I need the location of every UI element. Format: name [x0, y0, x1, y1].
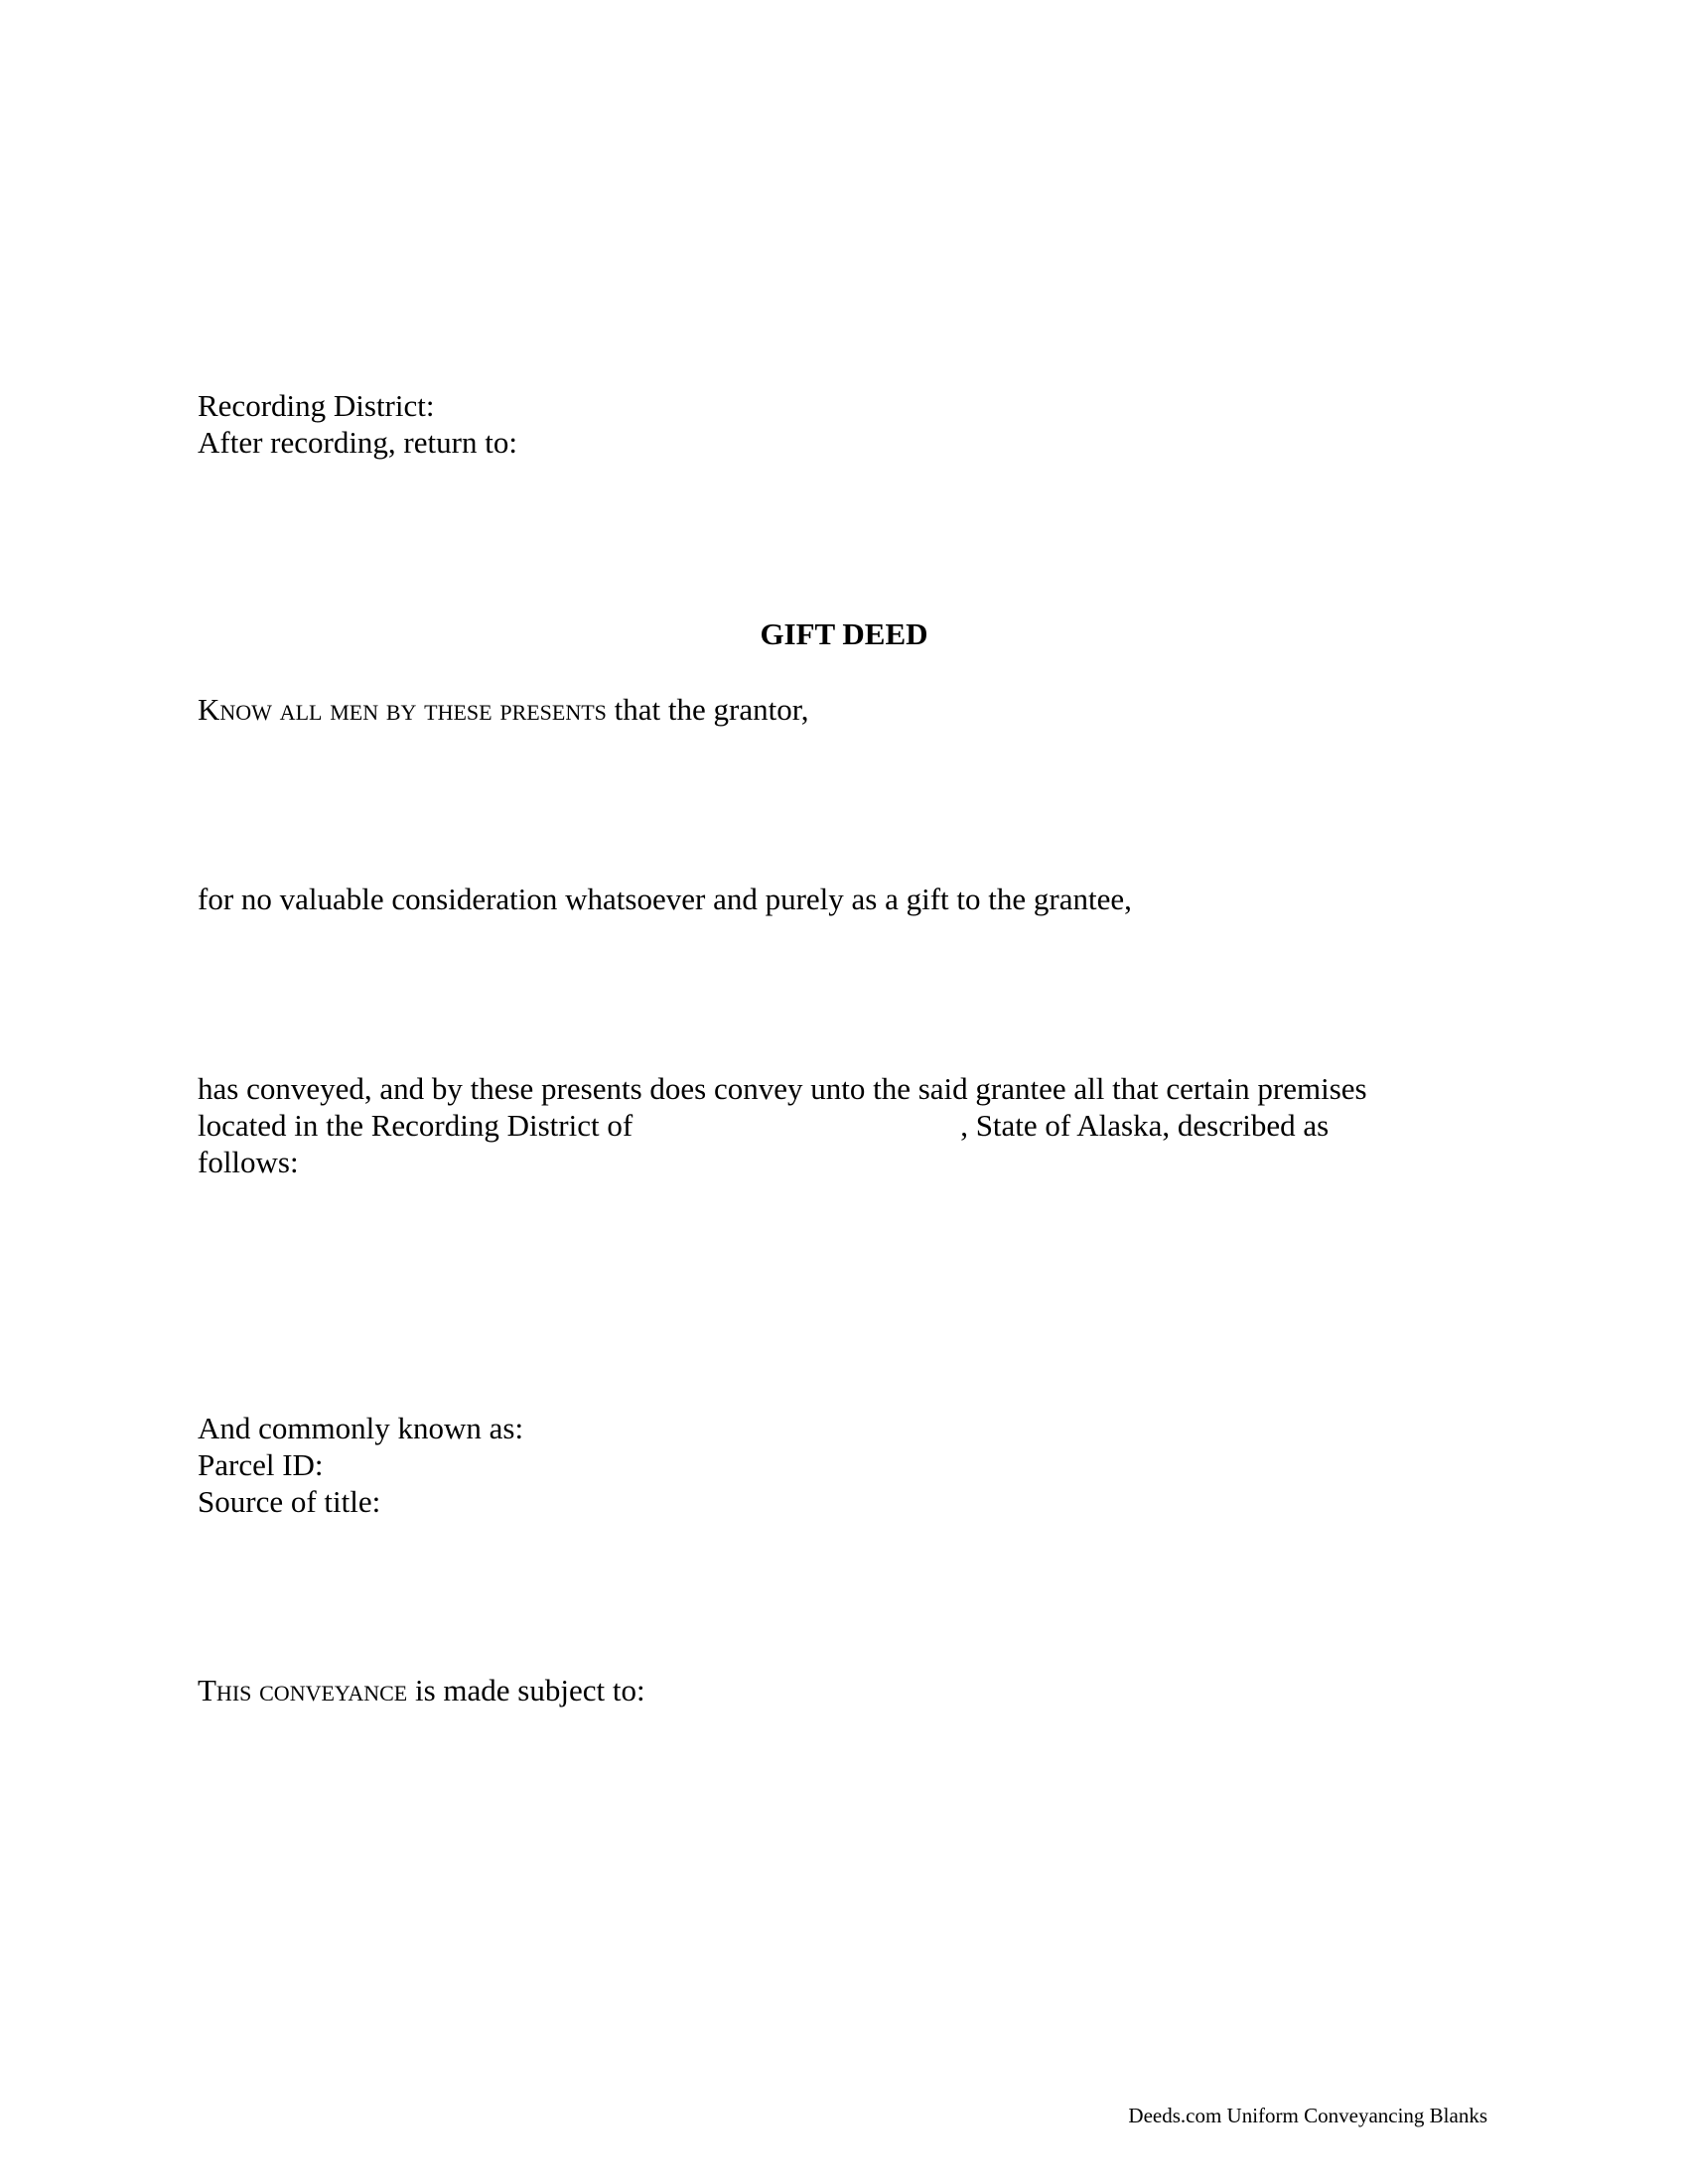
consideration-clause: for no valuable consideration whatsoever and purely as a gift to the grantee,: [198, 882, 1132, 916]
grantor-clause-lead: Know all men by these presents: [198, 692, 607, 727]
return-to-label: After recording, return to:: [198, 425, 517, 460]
subject-to-lead: This conveyance: [198, 1673, 408, 1707]
conveyance-line-2-after: , State of Alaska, described as: [960, 1108, 1330, 1143]
parcel-id-label: Parcel ID:: [198, 1447, 324, 1482]
grantor-clause: [198, 691, 809, 728]
subject-to-rest: is made subject to:: [407, 1673, 645, 1707]
conveyance-line-1: has conveyed, and by these presents does convey unto the said grantee all that certain premises: [198, 1071, 1367, 1106]
document-title: GIFT DEED: [760, 616, 928, 651]
recording-district-label: Recording District:: [198, 388, 435, 423]
footer-text: Deeds.com Uniform Conveyancing Blanks: [1128, 2104, 1487, 2127]
commonly-known-label: And commonly known as:: [198, 1411, 524, 1445]
grantor-clause-rest: that the grantor,: [606, 692, 809, 727]
source-of-title-label: Source of title:: [198, 1484, 381, 1519]
conveyance-line-2-before: located in the Recording District of: [198, 1108, 633, 1143]
subject-to-clause: [198, 1672, 645, 1708]
conveyance-line-2: [198, 1107, 1329, 1144]
conveyance-line-3: follows:: [198, 1145, 299, 1179]
